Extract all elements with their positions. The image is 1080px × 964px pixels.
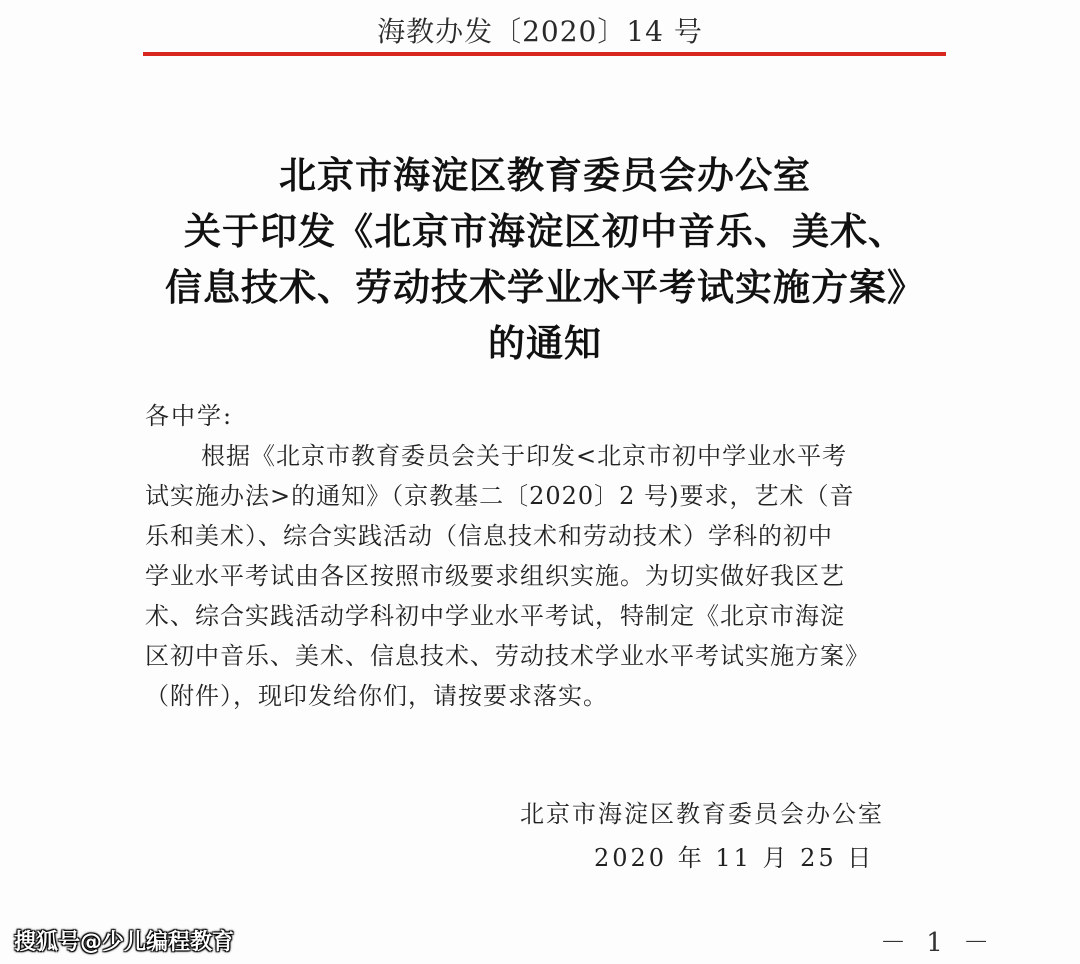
- signature-date: 2020 年 11 月 25 日: [594, 844, 875, 872]
- body-line: （附件），现印发给你们，请按要求落实。: [145, 682, 608, 710]
- salutation: 各中学:: [145, 402, 234, 430]
- document-number: 海教办发〔2020〕14 号: [377, 15, 703, 48]
- body-line: 乐和美术）、综合实践活动（信息技术和劳动技术）学科的初中: [145, 522, 833, 550]
- title-line: 关于印发《北京市海淀区初中音乐、美术、: [184, 210, 906, 253]
- body-line: 试实施办法>的通知》（京教基二〔2020〕2 号)要求，艺术（音: [145, 482, 855, 510]
- red-header-rule: [143, 52, 946, 56]
- signature-organization: 北京市海淀区教育委员会办公室: [520, 800, 884, 828]
- body-line: 术、综合实践活动学科初中学业水平考试，特制定《北京市海淀: [145, 602, 845, 630]
- title-line: 信息技术、劳动技术学业水平考试实施方案》: [165, 266, 925, 309]
- body-line: 学业水平考试由各区按照市级要求组织实施。为切实做好我区艺: [145, 562, 845, 590]
- notice-title: [120, 148, 970, 372]
- body-line: 区初中音乐、美术、信息技术、劳动技术学业水平考试实施方案》: [145, 642, 870, 670]
- title-line: 的通知: [488, 322, 602, 365]
- title-line: 北京市海淀区教育委员会办公室: [279, 154, 811, 197]
- body-line: 根据《北京市教育委员会关于印发<北京市初中学业水平考: [201, 442, 848, 470]
- body-paragraph: [145, 436, 955, 716]
- source-watermark: 搜狐号@少儿编程教育: [14, 930, 235, 955]
- page-number: － 1 －: [880, 928, 996, 958]
